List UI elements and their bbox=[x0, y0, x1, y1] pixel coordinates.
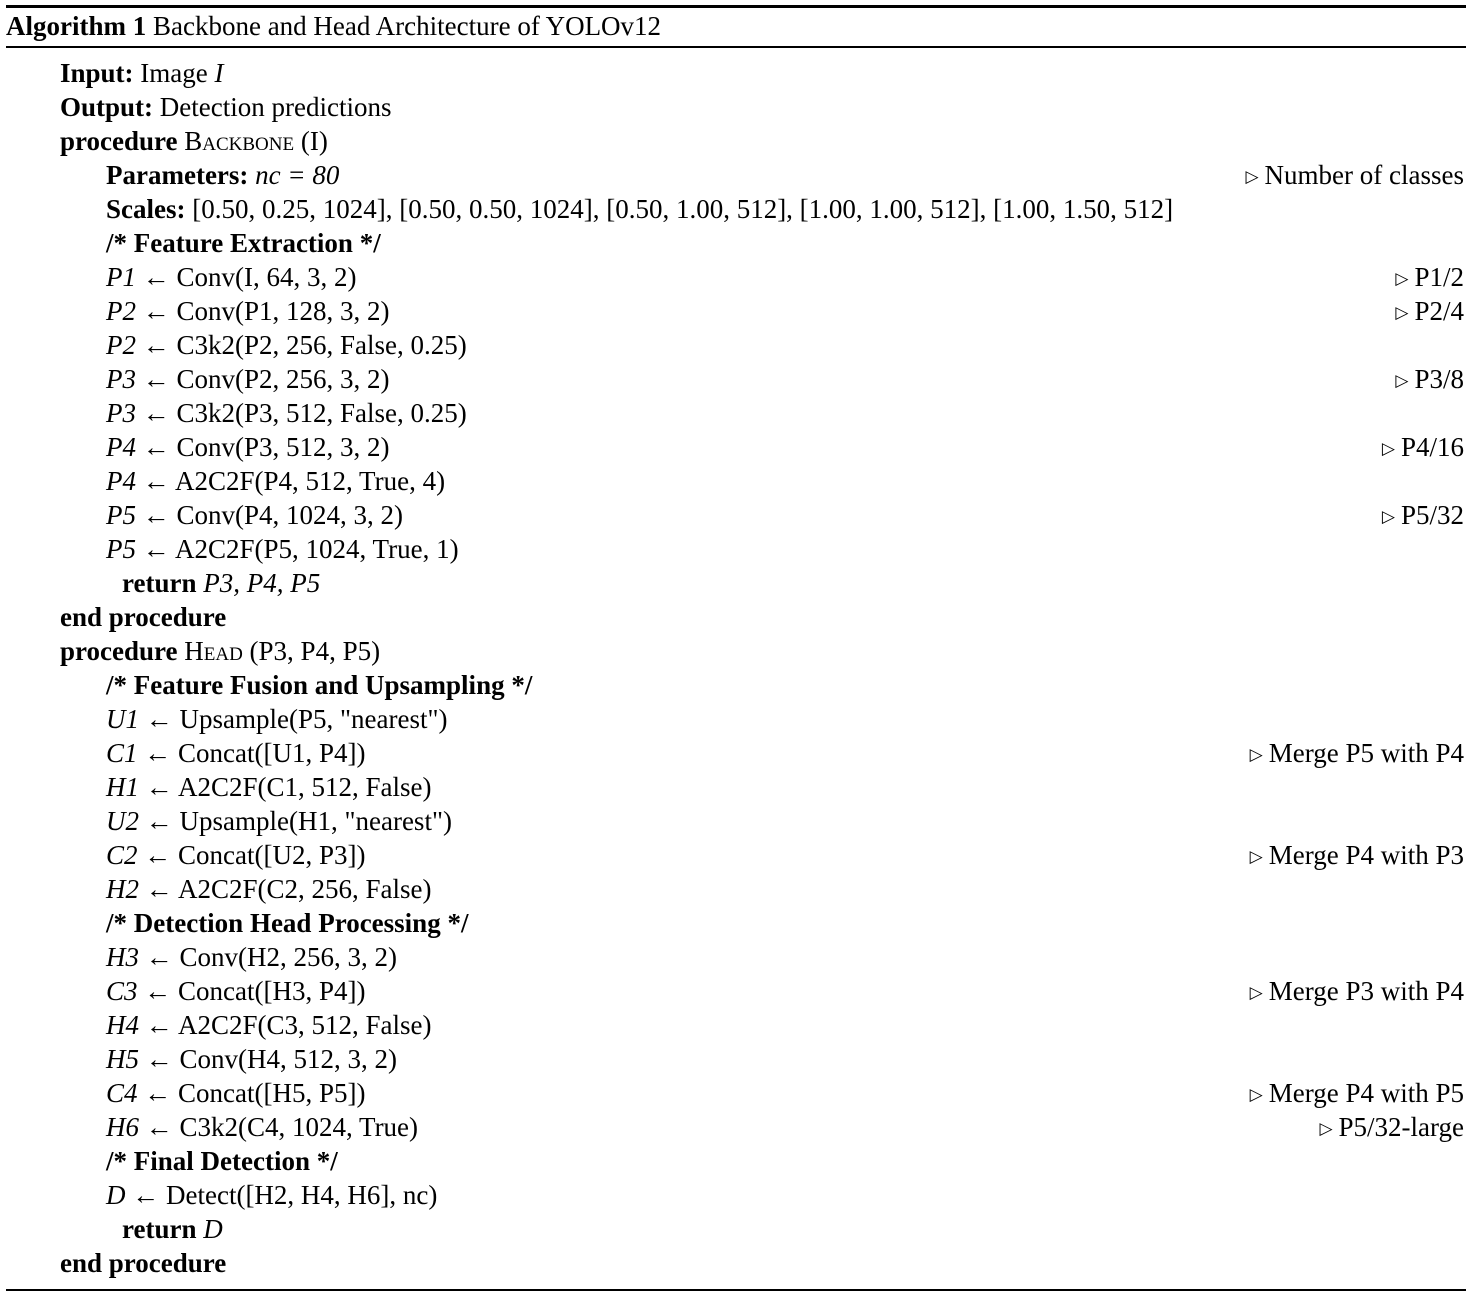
assignment-line bbox=[106, 838, 365, 872]
comment-text: P1/2 bbox=[1414, 262, 1464, 292]
input-line bbox=[60, 56, 224, 90]
backbone-procedure-line bbox=[60, 124, 328, 158]
assignment-target: P4 bbox=[106, 466, 136, 496]
comment-triangle-icon: ▷ bbox=[1249, 983, 1263, 1003]
assignment-target: P3 bbox=[106, 364, 136, 394]
assignment-line bbox=[106, 872, 432, 906]
assignment-line bbox=[106, 260, 356, 294]
section-comment: /* Detection Head Processing */ bbox=[106, 908, 469, 938]
assignment-expression: ← A2C2F(P5, 1024, True, 1) bbox=[136, 534, 459, 564]
comment-triangle-icon: ▷ bbox=[1381, 507, 1395, 527]
output-text: Detection predictions bbox=[159, 92, 392, 122]
section-comment: /* Final Detection */ bbox=[106, 1146, 338, 1176]
line-comment bbox=[1395, 260, 1464, 294]
procedure-keyword: procedure bbox=[60, 126, 178, 156]
parameters-comment bbox=[1245, 158, 1464, 192]
backbone-return-line bbox=[122, 566, 320, 600]
assignment-expression: ← Conv(H2, 256, 3, 2) bbox=[139, 942, 397, 972]
scales-line bbox=[106, 192, 1173, 226]
comment-triangle-icon: ▷ bbox=[1249, 1085, 1263, 1105]
parameters-keyword: Parameters: bbox=[106, 160, 249, 190]
return-value: P3, P4, P5 bbox=[196, 568, 321, 598]
assignment-expression: ← A2C2F(C2, 256, False) bbox=[139, 874, 432, 904]
assignment-expression: ← Concat([H3, P4]) bbox=[137, 976, 366, 1006]
return-value: D bbox=[196, 1214, 223, 1244]
algorithm-caption bbox=[6, 10, 661, 42]
comment-triangle-icon: ▷ bbox=[1319, 1119, 1333, 1139]
assignment-target: D bbox=[106, 1180, 126, 1210]
comment-text: Merge P3 with P4 bbox=[1268, 976, 1464, 1006]
assignment-line bbox=[106, 804, 452, 838]
assignment-line bbox=[106, 940, 397, 974]
assignment-expression: ← A2C2F(P4, 512, True, 4) bbox=[136, 466, 446, 496]
line-comment bbox=[1382, 498, 1464, 532]
assignment-target: P1 bbox=[106, 262, 136, 292]
output-keyword: Output: bbox=[60, 92, 154, 122]
comment-triangle-icon: ▷ bbox=[1395, 371, 1409, 391]
assignment-line bbox=[106, 328, 467, 362]
assignment-line bbox=[106, 294, 390, 328]
assignment-target: U1 bbox=[106, 704, 139, 734]
assignment-target: P2 bbox=[106, 296, 136, 326]
head-return-line bbox=[122, 1212, 223, 1246]
assignment-target: P4 bbox=[106, 432, 136, 462]
assignment-target: P5 bbox=[106, 500, 136, 530]
section-comment: /* Feature Fusion and Upsampling */ bbox=[106, 670, 533, 700]
comment-text: Merge P4 with P3 bbox=[1268, 840, 1464, 870]
assignment-expression: ← Upsample(H1, "nearest") bbox=[139, 806, 452, 836]
assignment-line bbox=[106, 736, 365, 770]
procedure-name: Head bbox=[184, 636, 243, 666]
return-keyword: return bbox=[122, 1214, 197, 1244]
assignment-expression: ← C3k2(C4, 1024, True) bbox=[139, 1112, 419, 1142]
scales-keyword: Scales: bbox=[106, 194, 186, 224]
procedure-args: (I) bbox=[294, 126, 328, 156]
assignment-line bbox=[106, 1110, 418, 1144]
comment-text: P2/4 bbox=[1414, 296, 1464, 326]
assignment-expression: ← A2C2F(C1, 512, False) bbox=[139, 772, 432, 802]
assignment-expression: ← Concat([U1, P4]) bbox=[137, 738, 366, 768]
assignment-line bbox=[106, 1076, 365, 1110]
assignment-target: P3 bbox=[106, 398, 136, 428]
assignment-target: H2 bbox=[106, 874, 139, 904]
assignment-line bbox=[106, 770, 432, 804]
assignment-expression: ← Upsample(P5, "nearest") bbox=[139, 704, 448, 734]
bottom-rule bbox=[6, 1289, 1466, 1291]
assignment-target: C2 bbox=[106, 840, 138, 870]
assignment-target: C4 bbox=[106, 1078, 138, 1108]
assignment-expression: ← Conv(P1, 128, 3, 2) bbox=[136, 296, 390, 326]
assignment-line bbox=[106, 362, 390, 396]
assignment-expression: ← Conv(H4, 512, 3, 2) bbox=[139, 1044, 397, 1074]
assignment-line bbox=[106, 1042, 397, 1076]
comment-triangle-icon: ▷ bbox=[1245, 167, 1259, 187]
assignment-target: H3 bbox=[106, 942, 139, 972]
assignment-target: U2 bbox=[106, 806, 139, 836]
caption-title: Backbone and Head Architecture of YOLOv12 bbox=[152, 11, 662, 41]
assignment-expression: ← A2C2F(C3, 512, False) bbox=[139, 1010, 432, 1040]
assignment-line bbox=[106, 464, 445, 498]
line-comment bbox=[1250, 1076, 1464, 1110]
line-comment bbox=[1382, 430, 1464, 464]
assignment-line bbox=[106, 974, 365, 1008]
section-comment: /* Feature Extraction */ bbox=[106, 228, 381, 258]
backbone-end-procedure: end procedure bbox=[60, 602, 227, 632]
input-text: Image bbox=[140, 58, 215, 88]
head-end-procedure: end procedure bbox=[60, 1248, 227, 1278]
assignment-expression: ← Concat([U2, P3]) bbox=[137, 840, 366, 870]
assignment-target: C1 bbox=[106, 738, 138, 768]
comment-text: Number of classes bbox=[1264, 160, 1464, 190]
assignment-line bbox=[106, 702, 447, 736]
comment-text: Merge P4 with P5 bbox=[1268, 1078, 1464, 1108]
assignment-target: C3 bbox=[106, 976, 138, 1006]
comment-triangle-icon: ▷ bbox=[1249, 847, 1263, 867]
line-comment bbox=[1250, 974, 1464, 1008]
caption-label: Algorithm 1 bbox=[6, 11, 147, 41]
procedure-args: (P3, P4, P5) bbox=[242, 636, 381, 666]
line-comment bbox=[1395, 362, 1464, 396]
assignment-target: P2 bbox=[106, 330, 136, 360]
assignment-expression: ← Conv(P3, 512, 3, 2) bbox=[136, 432, 390, 462]
comment-text: Merge P5 with P4 bbox=[1268, 738, 1464, 768]
procedure-keyword: procedure bbox=[60, 636, 178, 666]
comment-triangle-icon: ▷ bbox=[1249, 745, 1263, 765]
assignment-line bbox=[106, 430, 390, 464]
input-var: I bbox=[214, 58, 224, 88]
assignment-expression: ← Concat([H5, P5]) bbox=[137, 1078, 366, 1108]
comment-triangle-icon: ▷ bbox=[1395, 303, 1409, 323]
assignment-target: P5 bbox=[106, 534, 136, 564]
assignment-expression: ← Conv(P2, 256, 3, 2) bbox=[136, 364, 390, 394]
line-comment bbox=[1395, 294, 1464, 328]
caption-rule bbox=[6, 46, 1466, 48]
head-procedure-line bbox=[60, 634, 380, 668]
comment-text: P4/16 bbox=[1400, 432, 1464, 462]
comment-text: P5/32 bbox=[1400, 500, 1464, 530]
assignment-expression: ← C3k2(P3, 512, False, 0.25) bbox=[136, 398, 467, 428]
comment-text: P5/32-large bbox=[1338, 1112, 1464, 1142]
assignment-line bbox=[106, 396, 467, 430]
line-comment bbox=[1319, 1110, 1464, 1144]
assignment-line bbox=[106, 1178, 437, 1212]
assignment-line bbox=[106, 498, 403, 532]
parameters-line bbox=[106, 158, 339, 192]
assignment-target: H4 bbox=[106, 1010, 139, 1040]
assignment-line bbox=[106, 1008, 432, 1042]
assignment-expression: ← Conv(P4, 1024, 3, 2) bbox=[136, 500, 404, 530]
line-comment bbox=[1250, 736, 1464, 770]
procedure-name: Backbone bbox=[184, 126, 295, 156]
return-keyword: return bbox=[122, 568, 197, 598]
assignment-target: H5 bbox=[106, 1044, 139, 1074]
input-keyword: Input: bbox=[60, 58, 134, 88]
assignment-expression: ← Detect([H2, H4, H6], nc) bbox=[125, 1180, 438, 1210]
assignment-expression: ← Conv(I, 64, 3, 2) bbox=[136, 262, 357, 292]
output-line bbox=[60, 90, 391, 124]
assignment-target: H1 bbox=[106, 772, 139, 802]
parameters-value: nc = 80 bbox=[248, 160, 340, 190]
assignment-expression: ← C3k2(P2, 256, False, 0.25) bbox=[136, 330, 467, 360]
assignment-line bbox=[106, 532, 459, 566]
scales-value: [0.50, 0.25, 1024], [0.50, 0.50, 1024], [0.50, 1.00, 512], [1.00, 1.00, 512], [1.00, 1.50, 512] bbox=[185, 194, 1174, 224]
top-rule bbox=[6, 5, 1466, 8]
line-comment bbox=[1250, 838, 1464, 872]
comment-triangle-icon: ▷ bbox=[1381, 439, 1395, 459]
comment-triangle-icon: ▷ bbox=[1395, 269, 1409, 289]
comment-text: P3/8 bbox=[1414, 364, 1464, 394]
assignment-target: H6 bbox=[106, 1112, 139, 1142]
